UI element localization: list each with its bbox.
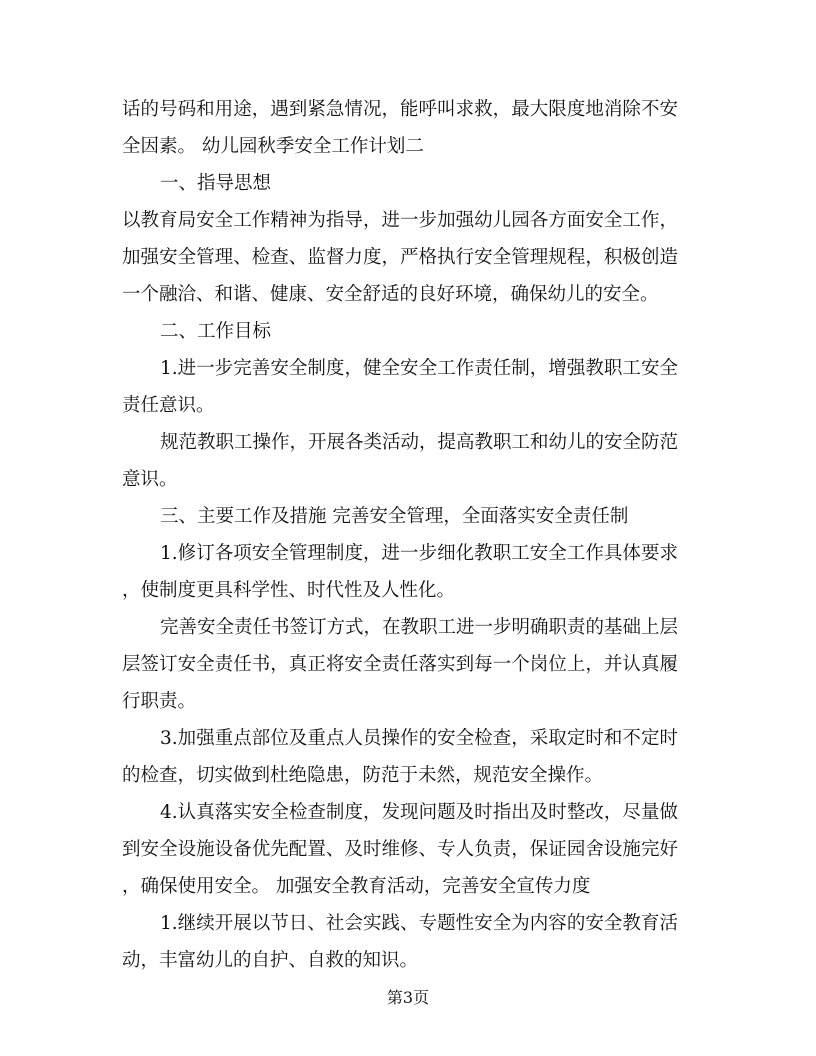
line-text: 全因素。 幼儿园秋季安全工作计划二 xyxy=(122,136,424,157)
line-text: ，使制度更具科学性、时代性及人性化。 xyxy=(122,580,456,601)
heading-text: 一、指导思想 xyxy=(160,173,272,194)
line-text: 3.加强重点部位及重点人员操作的安全检查，采取定时和不定时 xyxy=(160,728,678,749)
line-text: 行职责。 xyxy=(122,691,197,712)
page-number: 第3页 xyxy=(386,988,430,1007)
line-text: 1.修订各项安全管理制度，进一步细化教职工安全工作具体要求 xyxy=(160,543,678,564)
line-text: 4.认真落实安全检查制度，发现问题及时指出及时整改，尽量做 xyxy=(160,802,678,823)
line-text: 的检查，切实做到杜绝隐患，防范于未然，规范安全操作。 xyxy=(122,765,604,786)
line-text: ，确保使用安全。 加强安全教育活动，完善安全宣传力度 xyxy=(122,876,591,897)
line-text: 规范教职工操作，开展各类活动，提高教职工和幼儿的安全防范 xyxy=(160,432,679,453)
line-text: 责任意识。 xyxy=(122,395,215,416)
heading-text: 二、工作目标 xyxy=(160,321,272,342)
heading-text: 三、主要工作及措施 完善安全管理，全面落实安全责任制 xyxy=(160,506,629,527)
line-text: 以教育局安全工作精神为指导，进一步加强幼儿园各方面安全工作， xyxy=(122,210,678,231)
line-text: 1.继续开展以节日、社会实践、专题性安全为内容的安全教育活 xyxy=(160,913,678,934)
line-text: 一个融洽、和谐、健康、安全舒适的良好环境，确保幼儿的安全。 xyxy=(122,284,659,305)
line-text: 加强安全管理、检查、监督力度，严格执行安全管理规程，积极创造 xyxy=(122,247,678,268)
line-text: 到安全设施设备优先配置、及时维修、专人负责，保证园舍设施完好 xyxy=(122,839,678,860)
line-text: 话的号码和用途，遇到紧急情况，能呼叫求救，最大限度地消除不安 xyxy=(122,99,678,120)
line-text: 层签订安全责任书，真正将安全责任落实到每一个岗位上，并认真履 xyxy=(122,654,678,675)
line-text: 动，丰富幼儿的自护、自救的知识。 xyxy=(122,950,419,971)
line-text: 完善安全责任书签订方式，在教职工进一步明确职责的基础上层 xyxy=(160,617,679,638)
line-text: 意识。 xyxy=(122,469,178,490)
line-text: 1.进一步完善安全制度，健全安全工作责任制，增强教职工安全 xyxy=(160,358,678,379)
